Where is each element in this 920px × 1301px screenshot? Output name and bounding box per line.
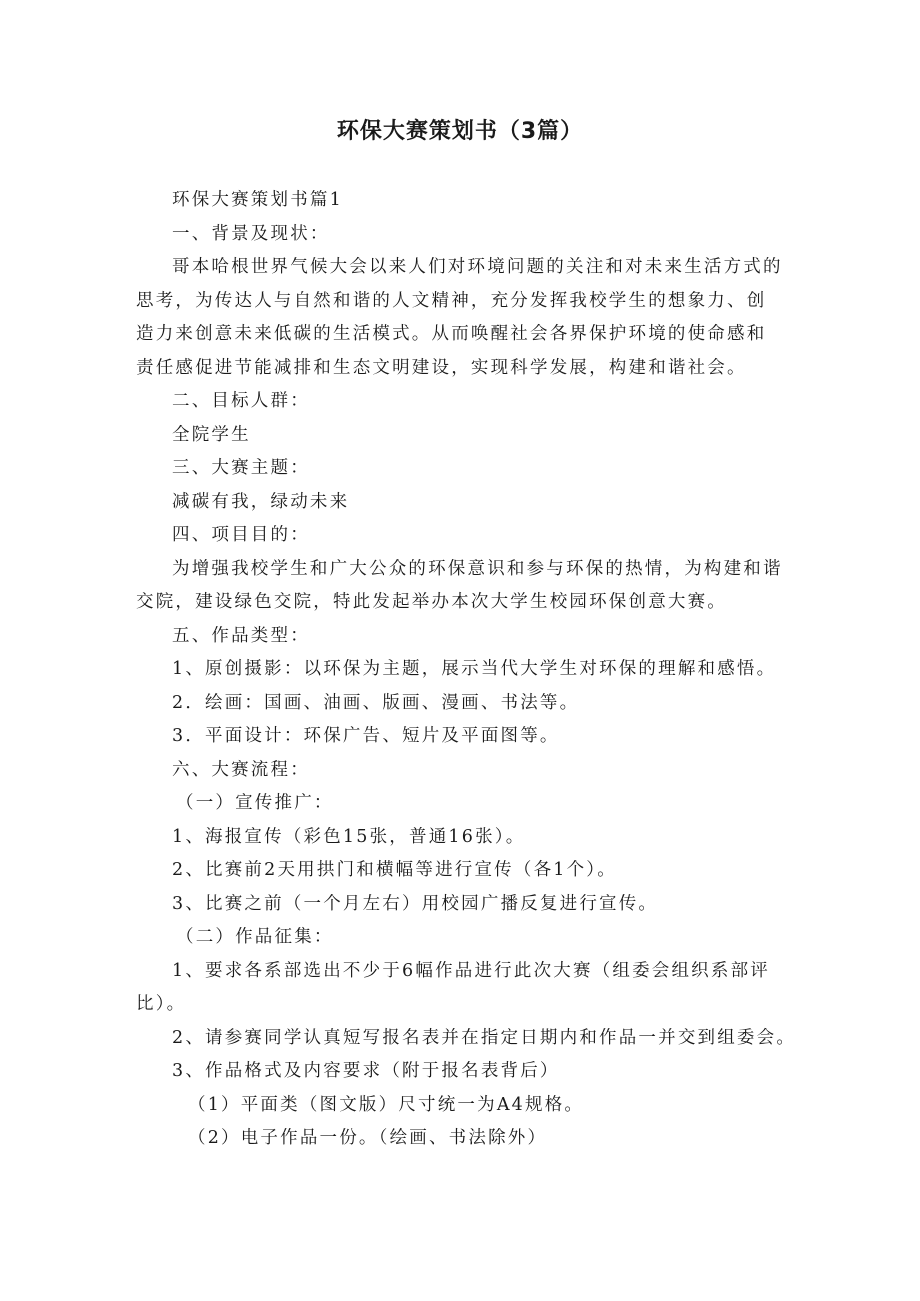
paragraph: 四、项目目的： [172, 525, 310, 545]
paragraph: 环保大赛策划书篇1 [172, 190, 343, 210]
paragraph: 1、要求各系部选出不少于6幅作品进行此次大赛（组委会组织系部评比）。 [136, 960, 770, 1014]
paragraph: （二）作品征集： [176, 927, 334, 947]
paragraph: 3、比赛之前（一个月左右）用校园广播反复进行宣传。 [172, 893, 659, 914]
paragraph: 哥本哈根世界气候大会以来人们对环境问题的关注和对未来生活方式的思考，为传达人与自然和谐的人文精神，充分发挥我校学生的想象力、创造力来创意未来低碳的生活模式。从而唤醒社会各界保护环境的使命感和责任感促进节能减排和生态文明建设，实现科学发展，构建和谐社会。 [136, 257, 783, 378]
paragraph: 六、大赛流程： [172, 759, 310, 780]
paragraph: 二、目标人群： [172, 391, 310, 411]
document-body [136, 184, 797, 1156]
paragraph: 1、原创摄影：以环保为主题，展示当代大学生对环保的理解和感悟。 [172, 659, 777, 679]
paragraph: 2、请参赛同学认真短写报名表并在指定日期内和作品一并交到组委会。 [172, 1027, 797, 1048]
paragraph: 3、作品格式及内容要求（附于报名表背后） [172, 1061, 560, 1081]
paragraph: 为增强我校学生和广大公众的环保意识和参与环保的热情，为构建和谐交院，建设绿色交院，特此发起举办本次大学生校园环保创意大赛。 [136, 558, 783, 612]
paragraph: 3．平面设计：环保广告、短片及平面图等。 [172, 726, 560, 746]
paragraph: 一、背景及现状： [172, 223, 330, 244]
paragraph: 2、比赛前2天用拱门和横幅等进行宣传（各1个）。 [172, 860, 617, 880]
document-title: 环保大赛策划书（3篇） [336, 119, 584, 144]
paragraph: 五、作品类型： [172, 625, 310, 646]
paragraph: （2）电子作品一份。（绘画、书法除外） [188, 1128, 548, 1148]
paragraph: 减碳有我，绿动未来 [172, 491, 350, 512]
paragraph: 1、海报宣传（彩色15张，普通16张）。 [172, 826, 526, 847]
paragraph: （1）平面类（图文版）尺寸统一为A4规格。 [188, 1094, 585, 1115]
paragraph: （一）宣传推广： [176, 793, 334, 813]
paragraph: 三、大赛主题： [172, 458, 310, 478]
paragraph: 2．绘画：国画、油画、版画、漫画、书法等。 [172, 692, 580, 713]
paragraph: 全院学生 [172, 424, 251, 445]
